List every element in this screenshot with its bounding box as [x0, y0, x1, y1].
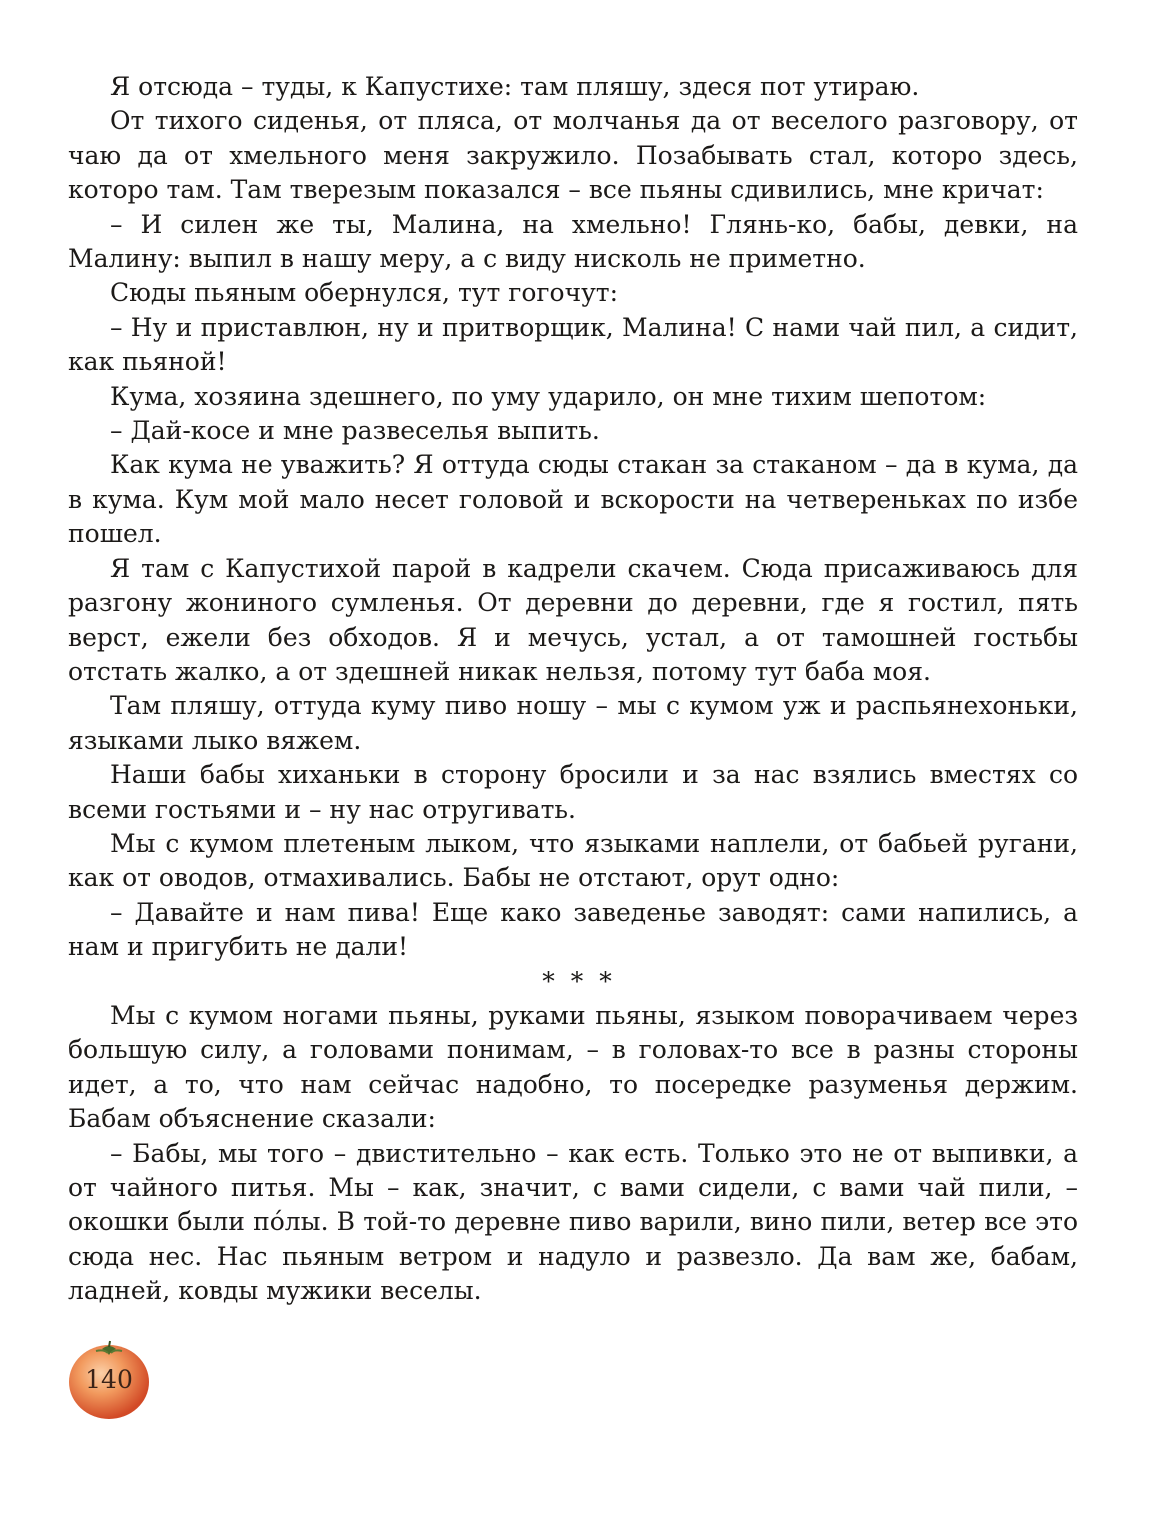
page-number-badge	[66, 1337, 152, 1423]
paragraph: Мы с кумом ногами пьяны, руками пьяны, языком поворачиваем через большую силу, а головами понимам, – в головах-то все в разны стороны идет, а то, что нам сейчас надобно, то посередке разуменья держим. Бабам объяснение сказали:	[68, 1000, 1078, 1134]
dialogue-paragraph: – И силен же ты, Малина, на хмельно! Глянь-ко, бабы, девки, на Малину: выпил в нашу меру, а с виду нисколь не приметно.	[68, 209, 1078, 274]
dialogue-paragraph: – Бабы, мы того – двистительно – как есть. Только это не от выпивки, а от чайного питья. Мы – как, значит, с вами сидели, с вами чай пили, – окошки были пóлы. В той-то деревне пиво варили, вино пили, ветер все это сюда нес. Нас пьяным ветром и надуло и развезло. Да вам же, бабам, ладней, ковды мужики веселы.	[68, 1138, 1078, 1306]
paragraph: Мы с кумом плетеным лыком, что языками наплели, от бабьей ругани, как от оводов, отмахивались. Бабы не отстают, орут одно:	[68, 828, 1078, 893]
page-number: 140	[85, 1365, 133, 1394]
paragraph: Как кума не уважить? Я оттуда сюды стакан за стаканом – да в кума, да в кума. Кум мой мало несет головой и вскорости на четвереньках по избе пошел.	[68, 450, 1078, 549]
book-page-text	[68, 70, 1078, 1309]
paragraph: Там пляшу, оттуда куму пиво ношу – мы с кумом уж и распьянехоньки, языками лыко вяжем.	[68, 691, 1078, 755]
paragraph: Я там с Капустихой парой в кадрели скачем. Сюда присаживаюсь для разгону жониного сумленья. От деревни до деревни, где я гостил, пять верст, ежели без обходов. Я и мечусь, устал, а от тамошней гостьбы отстать жалко, а от здешней никак нельзя, потому тут баба моя.	[68, 553, 1078, 686]
paragraph: Сюды пьяным обернулся, тут гогочут:	[110, 278, 619, 308]
dialogue-paragraph: – Давайте и нам пива! Еще како заведенье заводят: сами напились, а нам и пригубить не дали!	[68, 897, 1078, 962]
paragraph: Кума, хозяина здешнего, по уму ударило, он мне тихим шепотом:	[110, 381, 987, 411]
dialogue-paragraph: – Дай-косе и мне развеселья выпить.	[110, 416, 600, 446]
section-break: * * *	[542, 966, 616, 996]
paragraph: Я отсюда – туды, к Капустихе: там пляшу, здеся пот утираю.	[110, 72, 920, 101]
paragraph: От тихого сиденья, от пляса, от молчанья да от веселого разговору, от чаю да от хмельного меня закружило. Позабывать стал, которо здесь, которо там. Там тверезым показался – все пьяны сдивились, мне кричат:	[68, 106, 1078, 205]
dialogue-paragraph: – Ну и приставлюн, ну и притворщик, Малина! С нами чай пил, а сидит, как пьяной!	[68, 312, 1078, 377]
paragraph: Наши бабы хиханьки в сторону бросили и за нас взялись вместях со всеми гостьями и – ну нас отругивать.	[68, 760, 1078, 824]
